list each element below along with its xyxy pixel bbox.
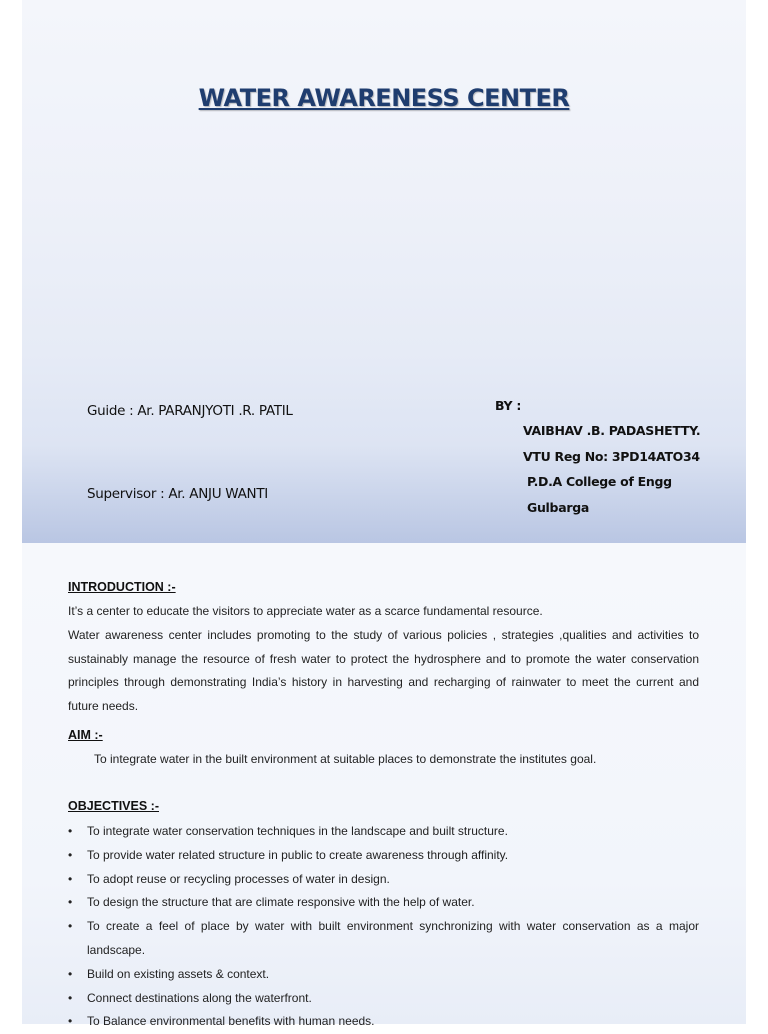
aim-text: To integrate water in the built environment at suitable places to demonstrate the institutes goal. (94, 752, 597, 766)
by-label: BY : (495, 398, 522, 413)
bullet-icon: • (68, 919, 73, 934)
bullet-icon: • (68, 871, 73, 886)
supervisor-text: Supervisor : Ar. ANJU WANTI (87, 486, 268, 502)
list-item: • To integrate water conservation techniques in the landscape and built structure. (68, 820, 699, 844)
list-item: • To adopt reuse or recycling processes of water in design. (68, 868, 699, 892)
list-item: • To create a feel of place by water with built environment synchronizing with water conservation as a major landscape. (68, 915, 699, 963)
introduction-paragraph: Water awareness center includes promoting to the study of various policies , strategies ,qualities and activities to sustainably manage the resource of fresh water to protect the hydrosphere and to promote the water conservation principles through demonstrating India’s history in harvesting and recharging of rainwater to meet the current and future needs. (68, 628, 699, 713)
list-item: • Connect destinations along the waterfront. (68, 987, 699, 1011)
city-name: Gulbarga (527, 500, 589, 515)
title-slide (22, 0, 746, 543)
bullet-icon: • (68, 824, 73, 838)
bullet-icon: • (68, 990, 73, 1005)
bullet-icon: • (68, 847, 73, 862)
guide-text: Guide : Ar. PARANJYOTI .R. PATIL (87, 403, 293, 419)
list-item: • To design the structure that are climate responsive with the help of water. (68, 891, 699, 915)
list-item: • To Balance environmental benefits with human needs. (68, 1010, 699, 1034)
college-name: P.D.A College of Engg (527, 474, 672, 489)
introduction-line: It’s a center to educate the visitors to appreciate water as a scarce fundamental resource. (68, 604, 543, 618)
registration-number: VTU Reg No: 3PD14ATO34 (523, 449, 700, 464)
author-name: VAIBHAV .B. PADASHETTY. (523, 423, 701, 438)
bullet-icon: • (68, 895, 73, 910)
bullet-icon: • (68, 966, 73, 981)
introduction-heading: INTRODUCTION :- (68, 580, 176, 594)
bullet-icon: • (68, 1014, 73, 1029)
objectives-list (68, 820, 699, 1034)
list-item: • Build on existing assets & context. (68, 963, 699, 987)
document-title: WATER AWARENESS CENTER (198, 84, 570, 112)
content-page (22, 543, 746, 1029)
aim-heading: AIM :- (68, 728, 103, 742)
objectives-heading: OBJECTIVES :- (68, 799, 159, 813)
list-item: • To provide water related structure in public to create awareness through affinity. (68, 844, 699, 868)
